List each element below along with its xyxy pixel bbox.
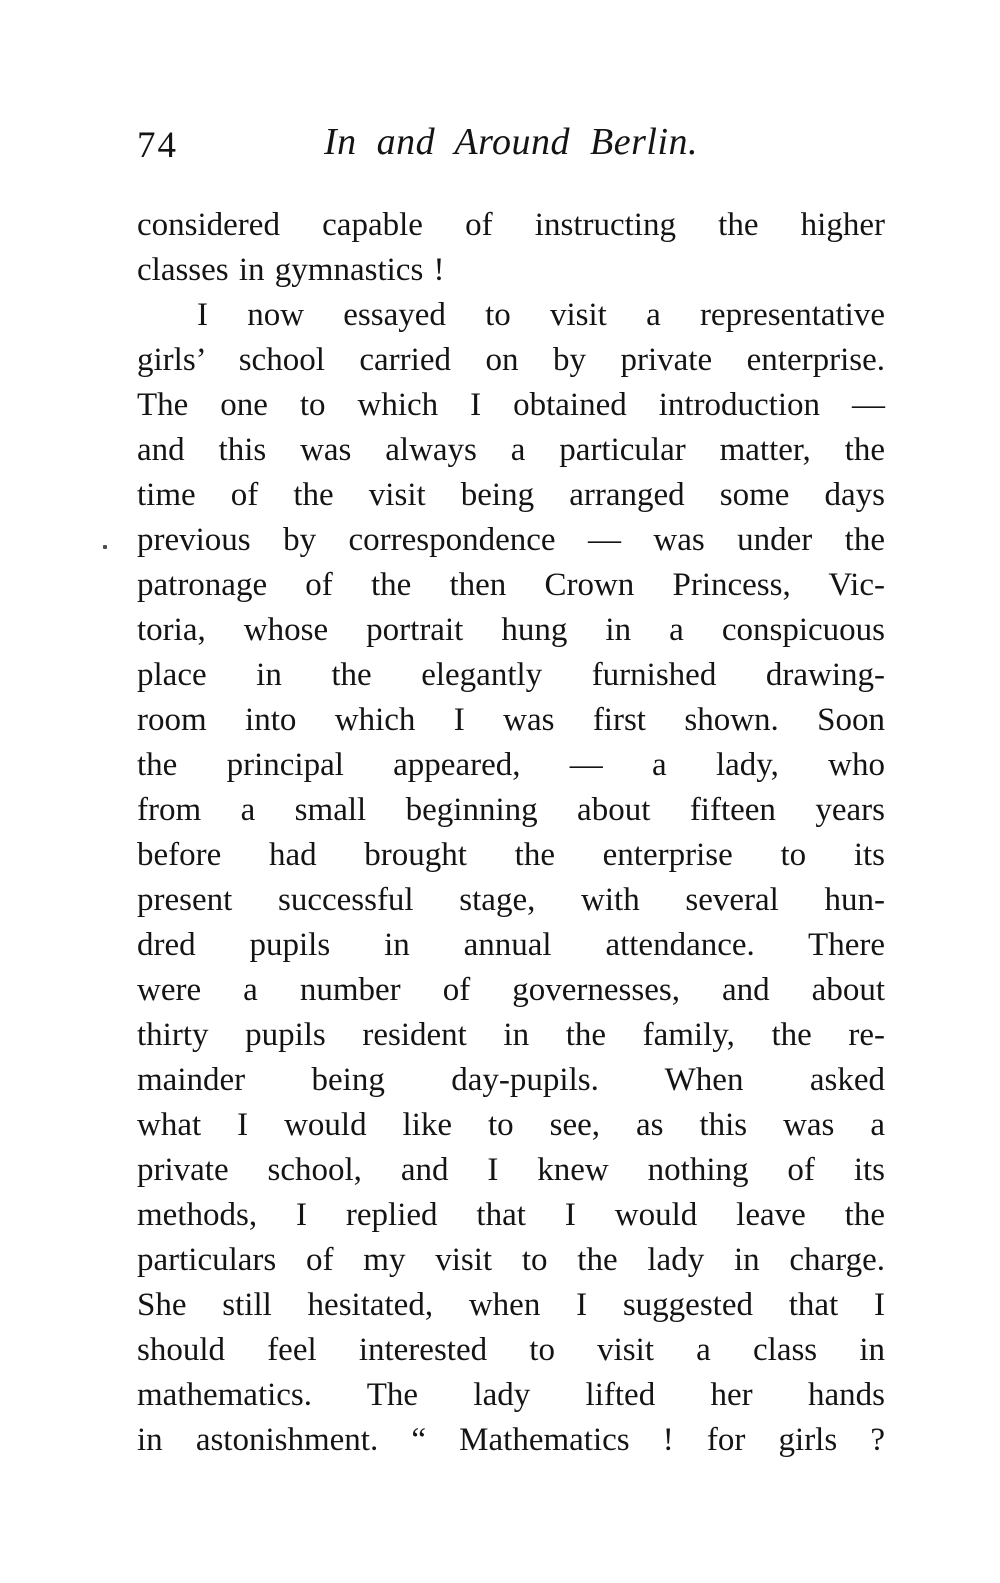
text-line: in astonishment. “ Mathematics ! for girls ? — [137, 1422, 885, 1458]
text-line: dred pupils in annual attendance. There — [137, 927, 885, 963]
page-body — [137, 203, 885, 1463]
text-line: were a number of governesses, and about — [137, 972, 885, 1008]
text-line: thirty pupils resident in the family, the re- — [137, 1017, 885, 1053]
text-line: what I would like to see, as this was a — [137, 1107, 885, 1143]
text-line: mainder being day-pupils. When asked — [137, 1062, 885, 1098]
text-line: previous by correspondence — was under the — [137, 522, 885, 558]
page-number: 74 — [137, 125, 178, 166]
text-line: and this was always a particular matter, the — [137, 432, 885, 468]
text-line: the principal appeared, — a lady, who — [137, 747, 885, 783]
text-line: time of the visit being arranged some days — [137, 477, 885, 513]
text-line: The one to which I obtained introduction — — [137, 387, 885, 423]
text-line: present successful stage, with several hun- — [137, 882, 885, 918]
text-line: toria, whose portrait hung in a conspicuous — [137, 612, 885, 648]
page-header — [137, 120, 885, 168]
text-line: considered capable of instructing the higher — [137, 207, 885, 243]
text-line: classes in gymnastics ! — [137, 252, 445, 288]
text-line: mathematics. The lady lifted her hands — [137, 1377, 885, 1413]
text-line: room into which I was first shown. Soon — [137, 702, 885, 738]
text-line: I now essayed to visit a representative — [197, 297, 885, 333]
text-line: She still hesitated, when I suggested that I — [137, 1287, 885, 1323]
text-line: should feel interested to visit a class in — [137, 1332, 885, 1368]
text-line: particulars of my visit to the lady in charge. — [137, 1242, 885, 1278]
scan-speck — [103, 545, 107, 549]
running-title: In and Around Berlin. — [323, 121, 699, 163]
text-line: place in the elegantly furnished drawing- — [137, 657, 885, 693]
text-line: methods, I replied that I would leave the — [137, 1197, 885, 1233]
text-line: from a small beginning about fifteen years — [137, 792, 885, 828]
text-line: girls’ school carried on by private enterprise. — [137, 342, 885, 378]
text-line: before had brought the enterprise to its — [137, 837, 885, 873]
text-line: private school, and I knew nothing of its — [137, 1152, 885, 1188]
text-line: patronage of the then Crown Princess, Vic- — [137, 567, 885, 603]
